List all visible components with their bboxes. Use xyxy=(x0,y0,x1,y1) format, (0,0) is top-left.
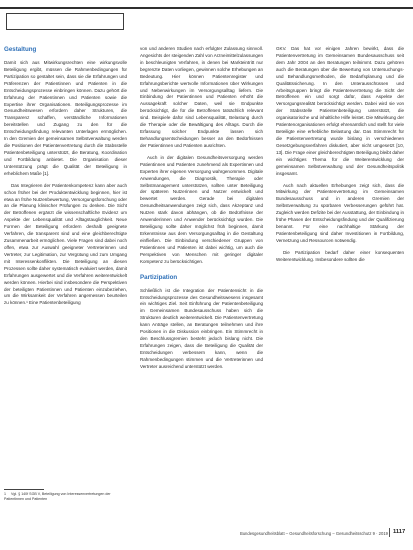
footer-journal: Bundesgesundheitsblatt – Gesundheitsforschung – Gesundheitsschutz 9 · 2019 xyxy=(239,531,388,536)
column-1 xyxy=(4,46,127,312)
page-number-divider xyxy=(389,528,390,537)
footnote-text: Vgl. § 140f SGB V, Beteiligung von Interessenvertretungen der Patientinnen und Patienten xyxy=(4,492,111,502)
footnote xyxy=(4,492,129,502)
paragraph: von und anderen Studien nach erfolgter Zulassung sinnvoll. Angesichts der steigenden Zahl von Arzneimittelzulassungen in beschleunigten Verfahren, in denen bei Markteintritt nur begrenzte Daten vorliegen, gewinnen solche Erhebungen an Bedeutung. Hier können Patientenregister und Erfahrungsberichte wertvolle Informationen über Wirkungen und Nebenwirkungen im Versorgungsalltag liefern. Die Einbindung der Patientinnen und Patienten erhöht die Aussagekraft solcher Daten, weil sie Endpunkte berücksichtigt, die für die Betroffenen tatsächlich relevant sind. Beispiele dafür sind Lebensqualität, Belastung durch die Therapie oder die Bewältigung des Alltags. Durch die Erfassung solcher Endpunkte lassen sich Behandlungsentscheidungen besser an den Bedürfnissen der Patientinnen und Patienten ausrichten. xyxy=(140,46,263,148)
column-3 xyxy=(276,46,404,269)
paragraph: Die Partizipation bedarf daher einer konsequenten Weiterentwicklung. Insbesondere sollten die xyxy=(276,249,404,262)
paragraph: Damit sich aus Mitwirkungsrechten eine wirkungsvolle Beteiligung ergibt, müssen die Rahmenbedingungen für Partizipation so gestaltet sein, dass sie die Erfahrungen und Präferenzen der Patientinnen und Patienten in die Entscheidungsprozesse einbringen können. Dazu gehört die Erfahrung der Patientinnen und Patienten sowie die Expertise ihrer Organisationen. Beteiligungsprozesse im Gesundheitswesen erfordern daher Strukturen, die Transparenz schaffen, verständliche Informationen bereitstellen und Zugang zu den für die Entscheidungsfindung relevanten Unterlagen ermöglichen. In den Gremien der gemeinsamen Selbstverwaltung werden die Positionen der Patientenvertretung durch die Stabsstelle Patientenbeteiligung unterstützt, die Beratung, Koordination und Fortbildung anbietet. Die Organisation dieser Unterstützung prägt die Qualität der Beteiligung in erheblichem Maße [1]. xyxy=(4,60,127,176)
paragraph: Auch nach aktuellen Erhebungen zeigt sich, dass die Mitwirkung der Patientenvertretung im Gemeinsamen Bundesausschuss und in anderen Gremien der Selbstverwaltung zu spürbaren Verbesserungen geführt hat. Zugleich werden Defizite bei der Ausstattung, der Einbindung in frühe Phasen der Entscheidungsfindung und der Qualifizierung benannt. Für eine nachhaltige Stärkung der Patientenbeteiligung sind daher Investitionen in Fortbildung, Vernetzung und Ressourcen notwendig. xyxy=(276,182,404,243)
paragraph: Schließlich ist die Integration der Patientensicht in die Entscheidungsprozesse des Gesundheitswesens insgesamt ein wichtiges Ziel. Seit Einführung der Patientenbeteiligung im Gemeinsamen Bundesausschuss haben sich die Strukturen deutlich weiterentwickelt. Die Patientenvertretung kann Anträge stellen, an Beratungen teilnehmen und ihre Positionen in die Diskussion einbringen. Ein Stimmrecht in den Beschlussgremien besteht jedoch bislang nicht. Die Erfahrungen zeigen, dass die Beteiligung die Qualität der Entscheidungen verbessern kann, wenn die Rahmenbedingungen stimmen und die Vertreterinnen und Vertreter ausreichend unterstützt werden. xyxy=(140,287,263,369)
page-number: 1117 xyxy=(393,529,406,535)
column-2 xyxy=(140,46,263,376)
header-box xyxy=(6,13,124,30)
paragraph: GKV. Das hat vor einigen Jahren bewirkt, dass die Patientenvertretung im Gemeinsamen Bundesausschuss seit dem Jahr 2004 an den Beratungen teilnimmt. Dazu gehören auch die Beratungen über die Bewertung von Untersuchungs- und Behandlungsmethoden, die Bedarfsplanung und die Qualitätssicherung. In den Unterausschüssen und Arbeitsgruppen bringt die Patientenvertretung die Sicht der Betroffenen ein und sorgt dafür, dass Aspekte der Versorgungsrealität berücksichtigt werden. Dabei wird sie von der Stabsstelle Patientenbeteiligung unterstützt, die organisatorische und inhaltliche Hilfe leistet. Die Mitwirkung der Patientenorganisationen erfolgt ehrenamtlich und stellt für viele Beteiligte eine erhebliche Belastung dar. Das Stimmrecht für die Patientenvertretung wurde bislang in verschiedenen Gesetzgebungsverfahren diskutiert, aber nicht umgesetzt [10, 13]. Die Frage einer gleichberechtigten Beteiligung bleibt daher ein wichtiges Thema für die Weiterentwicklung der gemeinsamen Selbstverwaltung und der Gesundheitspolitik insgesamt. xyxy=(276,46,404,176)
footnote-number: 1 xyxy=(4,492,6,496)
top-rule xyxy=(0,7,413,9)
section-heading-partizipation: Partizipation xyxy=(140,273,178,281)
paragraph: Das Integrieren der Patientenkompetenz kann aber auch schon früher bei der Produktentwicklung beginnen, hier ist etwa an frühe Nutzenbewertung, Versorgungsforschung oder an die Planung klinischer Prüfungen zu denken. Die Sicht der Betroffenen ergänzt die wissenschaftliche Evidenz um Aspekte der Lebensqualität und Alltagstauglichkeit. Neue Formen der Beteiligung erfordern deshalb geeignete Verfahren, die transparent sind und eine gleichberechtigte Zusammenarbeit ermöglichen. Viele Fragen sind dabei noch offen, etwa zur Auswahl geeigneter Vertreterinnen und Vertreter, zur Legitimation, zur Vergütung und zum Umgang mit Interessenkonflikten. Die Beteiligung an diesen Prozessen sollte daher systematisch evaluiert werden, damit Erfahrungen ausgewertet und die Verfahren weiterentwickelt werden können. Hierbei sind insbesondere die Perspektiven der beteiligten Patientinnen und Patienten einzubeziehen, um die Wirksamkeit der Verfahren angemessen beurteilen zu können.¹ Eine Patientenbeteiligung xyxy=(4,182,127,306)
paragraph: Auch in der digitalen Gesundheitsversorgung werden Patientinnen und Patienten zunehmend als Expertinnen und Experten ihrer eigenen Versorgung wahrgenommen. Digitale Anwendungen, die Diagnostik, Therapie oder Selbstmanagement unterstützen, sollten unter Beteiligung der späteren Nutzerinnen und Nutzer entwickelt und bewertet werden. Gerade bei digitalen Gesundheitsanwendungen zeigt sich, dass Akzeptanz und Nutzen stark davon abhängen, ob die Bedürfnisse der Anwenderinnen und Anwender berücksichtigt wurden. Die Beteiligung sollte daher möglichst früh beginnen, damit Erkenntnisse aus dem Versorgungsalltag in die Gestaltung einfließen. Die Einbindung verschiedener Gruppen von Patientinnen und Patienten ist dabei wichtig, um auch die Perspektiven von Menschen mit geringer digitaler Kompetenz zu berücksichtigen. xyxy=(140,154,263,264)
footnote-rule xyxy=(4,489,44,490)
section-heading-gestaltung: Gestaltung xyxy=(4,46,37,53)
